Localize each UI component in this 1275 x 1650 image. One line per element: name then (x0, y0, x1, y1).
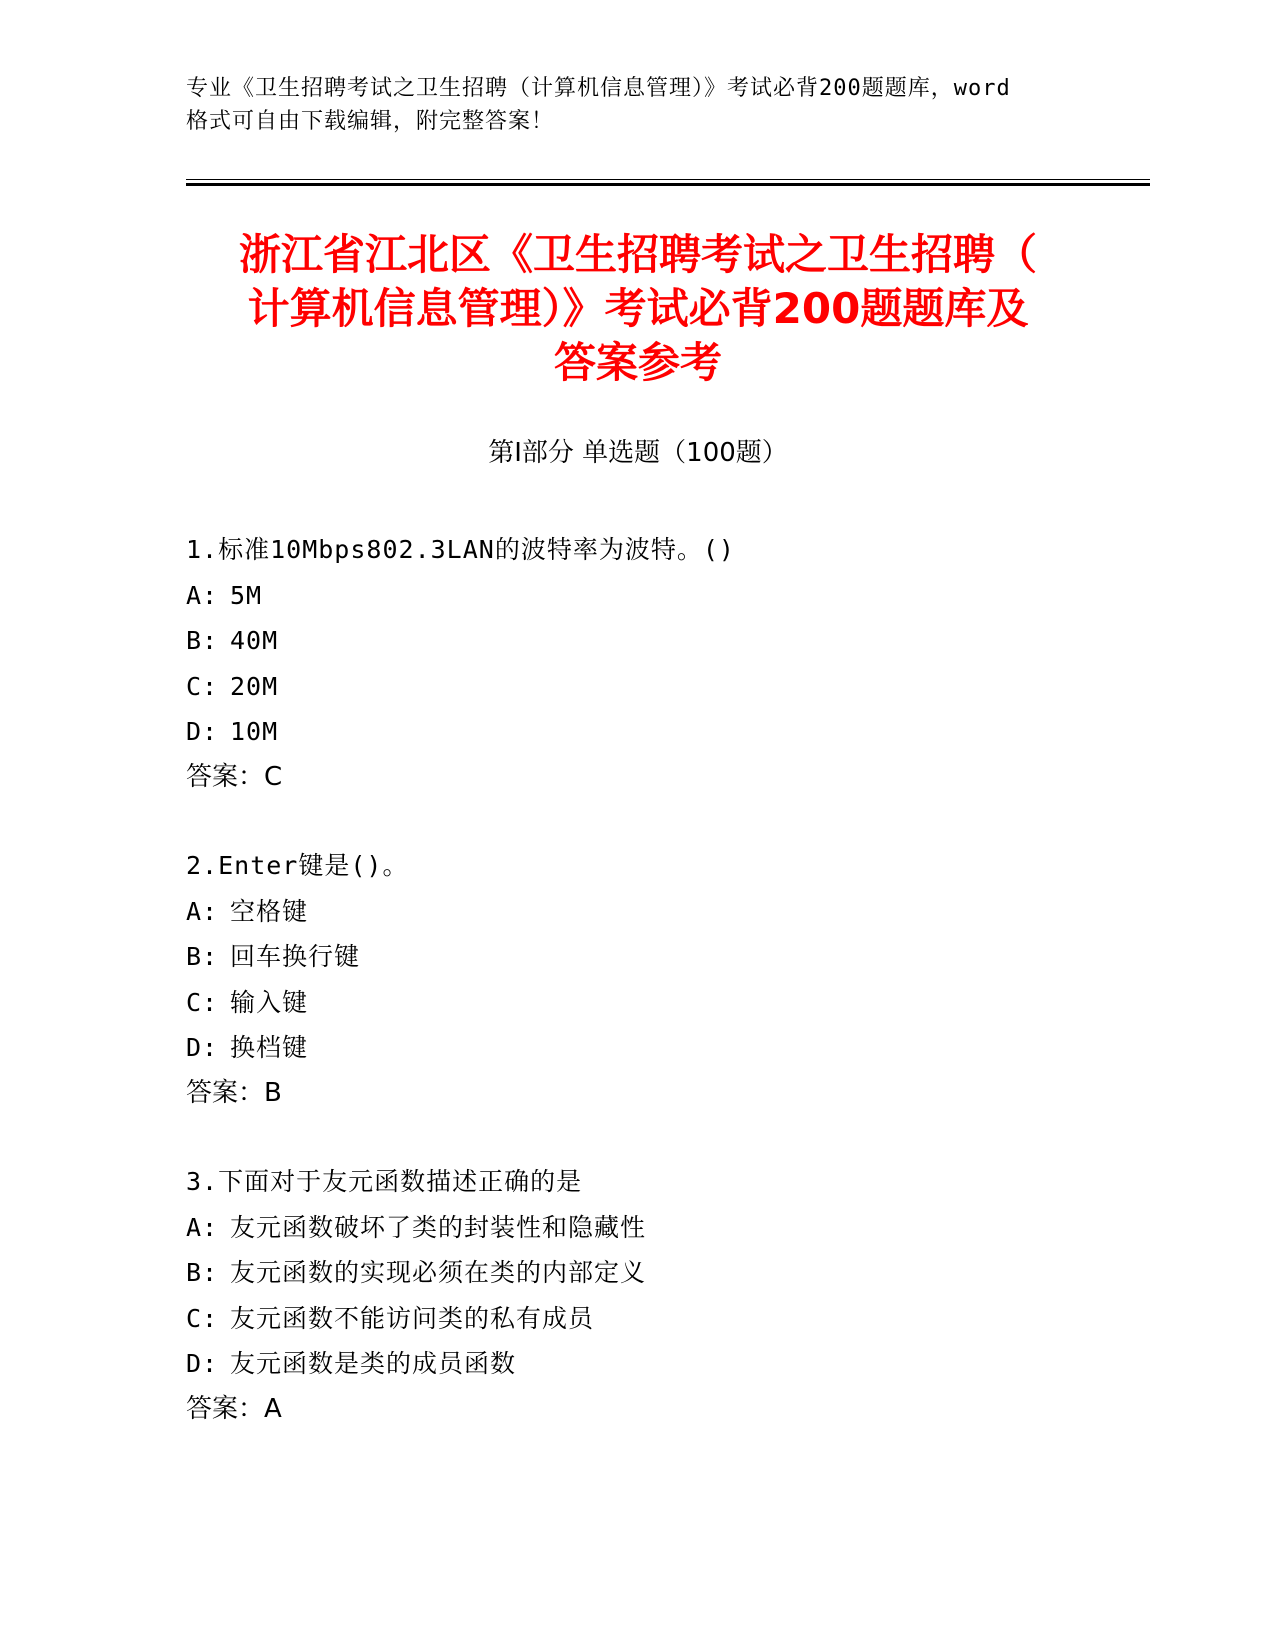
question-stem: 2.Enter键是()。 (186, 851, 409, 880)
header-divider-thick (186, 183, 1150, 186)
option-letter: B: (186, 1258, 219, 1287)
option-letter: B: (186, 626, 219, 655)
option-c (186, 980, 1086, 1026)
section-title: 第Ⅰ部分 单选题（100题） (488, 438, 788, 468)
option-letter: C: (186, 671, 219, 701)
option-c (186, 1296, 1086, 1342)
title-line-1: 浙江省江北区《卫生招聘考试之卫生招聘（ (238, 230, 1037, 279)
option-b (186, 934, 1086, 980)
question-1 (186, 527, 1086, 800)
option-b (186, 618, 1086, 664)
question-list (186, 527, 1086, 1475)
option-text: 空格键 (230, 896, 309, 926)
question-3 (186, 1159, 1086, 1432)
option-text: 换档键 (230, 1033, 309, 1062)
question-stem: 1.标准10Mbps802.3LAN的波特率为波特。() (186, 535, 735, 564)
option-letter: D: (186, 1349, 219, 1378)
answer: 答案：B (186, 1077, 282, 1108)
option-a (186, 1205, 1086, 1251)
option-d (186, 709, 1086, 755)
option-letter: C: (186, 987, 219, 1017)
option-text: 友元函数是类的成员函数 (230, 1349, 517, 1378)
option-c (186, 664, 1086, 710)
answer: 答案：A (186, 1393, 282, 1424)
option-d (186, 1025, 1086, 1071)
option-letter: C: (186, 1303, 219, 1333)
option-letter: A: (186, 896, 219, 926)
question-2 (186, 843, 1086, 1116)
option-text: 输入键 (230, 987, 309, 1017)
option-letter: D: (186, 717, 219, 746)
option-b (186, 1250, 1086, 1296)
option-text: 5M (230, 580, 263, 610)
option-text: 20M (230, 671, 279, 701)
option-text: 回车换行键 (230, 942, 361, 971)
option-a (186, 573, 1086, 619)
option-letter: D: (186, 1033, 219, 1062)
header-note-line-2: 格式可自由下载编辑，附完整答案！ (186, 109, 555, 134)
option-letter: A: (186, 1212, 219, 1242)
question-stem: 3.下面对于友元函数描述正确的是 (186, 1167, 583, 1196)
option-letter: B: (186, 942, 219, 971)
option-text: 友元函数破坏了类的封装性和隐藏性 (230, 1212, 647, 1242)
document-title (186, 228, 1090, 390)
title-line-3: 答案参考 (553, 338, 722, 387)
title-line-2: 计算机信息管理）》考试必背200题题库及 (247, 284, 1029, 333)
option-a (186, 889, 1086, 935)
header-divider-thin (186, 179, 1150, 180)
option-letter: A: (186, 580, 219, 610)
option-text: 40M (230, 626, 279, 655)
option-text: 友元函数的实现必须在类的内部定义 (230, 1258, 647, 1287)
option-d (186, 1341, 1086, 1387)
option-text: 友元函数不能访问类的私有成员 (230, 1303, 595, 1333)
option-text: 10M (230, 717, 279, 746)
answer: 答案：C (186, 761, 283, 792)
header-note (186, 72, 1086, 138)
header-note-line-1: 专业《卫生招聘考试之卫生招聘（计算机信息管理）》考试必背200题题库，word (186, 76, 1011, 101)
